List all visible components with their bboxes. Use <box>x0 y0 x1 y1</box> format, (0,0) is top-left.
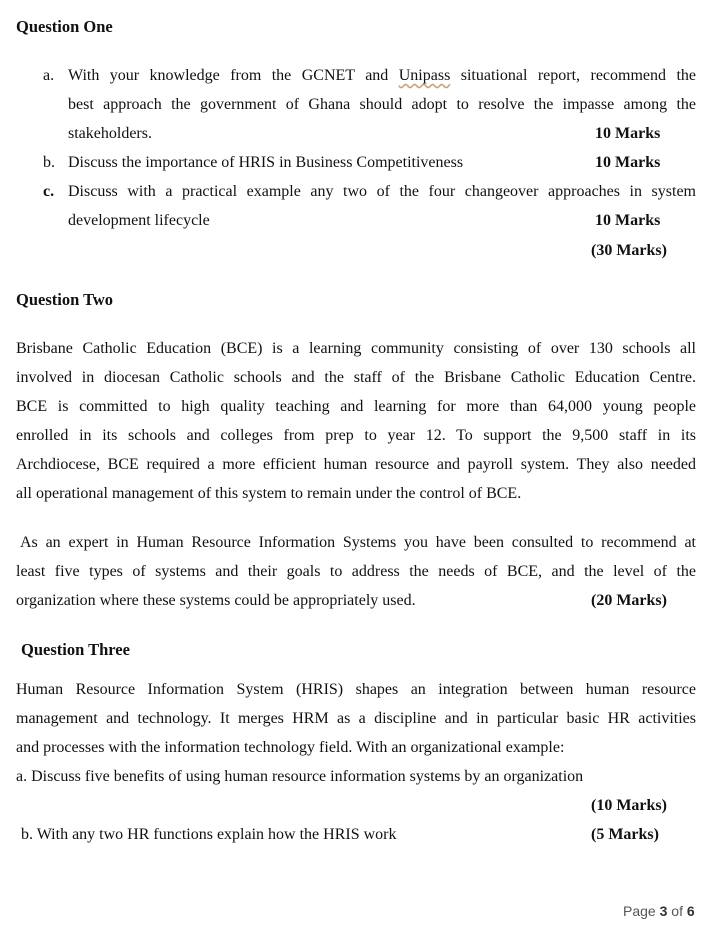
question-three-title: Question Three <box>21 640 130 659</box>
item-a-line-1-pre: With your knowledge from the GCNET and <box>68 67 399 84</box>
q3-para-line: management and technology. It merges HRM as a discipline and in particular basic HR activities <box>16 710 696 727</box>
item-b-text: Discuss the importance of HRIS in Business Competitiveness <box>68 154 464 171</box>
q3-item-a-marks: (10 Marks) <box>591 797 667 814</box>
q2-para2-line: organization where these systems could be appropriately used. <box>16 592 416 609</box>
item-a-line-3: stakeholders. <box>68 125 152 142</box>
page-number-footer <box>623 903 695 919</box>
item-a-line-2: best approach the government of Ghana should adopt to resolve the impasse among the <box>68 96 696 113</box>
page-label: Page <box>623 903 656 919</box>
item-a-line-1-post: situational report, recommend the <box>450 67 696 84</box>
q2-para2-line: least five types of systems and their goals to address the needs of BCE, and the level of the <box>16 563 696 580</box>
item-c-line-2: development lifecycle <box>68 212 210 229</box>
item-a-spellcheck-word: Unipass <box>398 67 451 84</box>
q3-item-b-marks: (5 Marks) <box>591 826 659 843</box>
q3-item-b-text: b. With any two HR functions explain how the HRIS work <box>21 826 397 843</box>
page-total: 6 <box>686 903 695 919</box>
question-two-title: Question Two <box>16 290 114 309</box>
question-one-title: Question One <box>16 17 113 36</box>
item-a-marks: 10 Marks <box>595 125 661 142</box>
q2-para1-line: enrolled in its schools and colleges from prep to year 12. To support the 9,500 staff in its <box>16 427 696 444</box>
item-a-line-1 <box>68 67 696 85</box>
q2-para2-line: As an expert in Human Resource Information Systems you have been consulted to recommend at <box>20 534 696 551</box>
q2-para1-line: all operational management of this system to remain under the control of BCE. <box>16 485 522 502</box>
item-b-marker: b. <box>43 154 55 171</box>
item-c-marker: c. <box>43 183 55 200</box>
item-b-marks: 10 Marks <box>595 154 661 171</box>
item-c-line-1: Discuss with a practical example any two of the four changeover approaches in system <box>68 183 696 200</box>
q2-para1-line: BCE is committed to high quality teaching and learning for more than 64,000 young people <box>16 398 696 415</box>
q3-para-line: and processes with the information technology field. With an organizational example: <box>16 739 565 756</box>
question-one-total: (30 Marks) <box>591 242 667 259</box>
q2-para1-line: Archdiocese, BCE required a more efficient human resource and payroll system. They also needed <box>16 456 696 473</box>
question-two-marks: (20 Marks) <box>591 592 667 609</box>
item-a-marker: a. <box>43 67 55 84</box>
page-of-label: of <box>671 903 683 919</box>
q2-para1-line: involved in diocesan Catholic schools and the staff of the Brisbane Catholic Education Centre. <box>16 369 696 386</box>
q2-para1-line: Brisbane Catholic Education (BCE) is a learning community consisting of over 130 schools all <box>16 340 696 357</box>
page-current: 3 <box>659 903 668 919</box>
q3-para-line: Human Resource Information System (HRIS) shapes an integration between human resource <box>16 681 696 698</box>
item-c-marks: 10 Marks <box>595 212 661 229</box>
q3-item-a-text: a. Discuss five benefits of using human resource information systems by an organization <box>16 768 584 785</box>
